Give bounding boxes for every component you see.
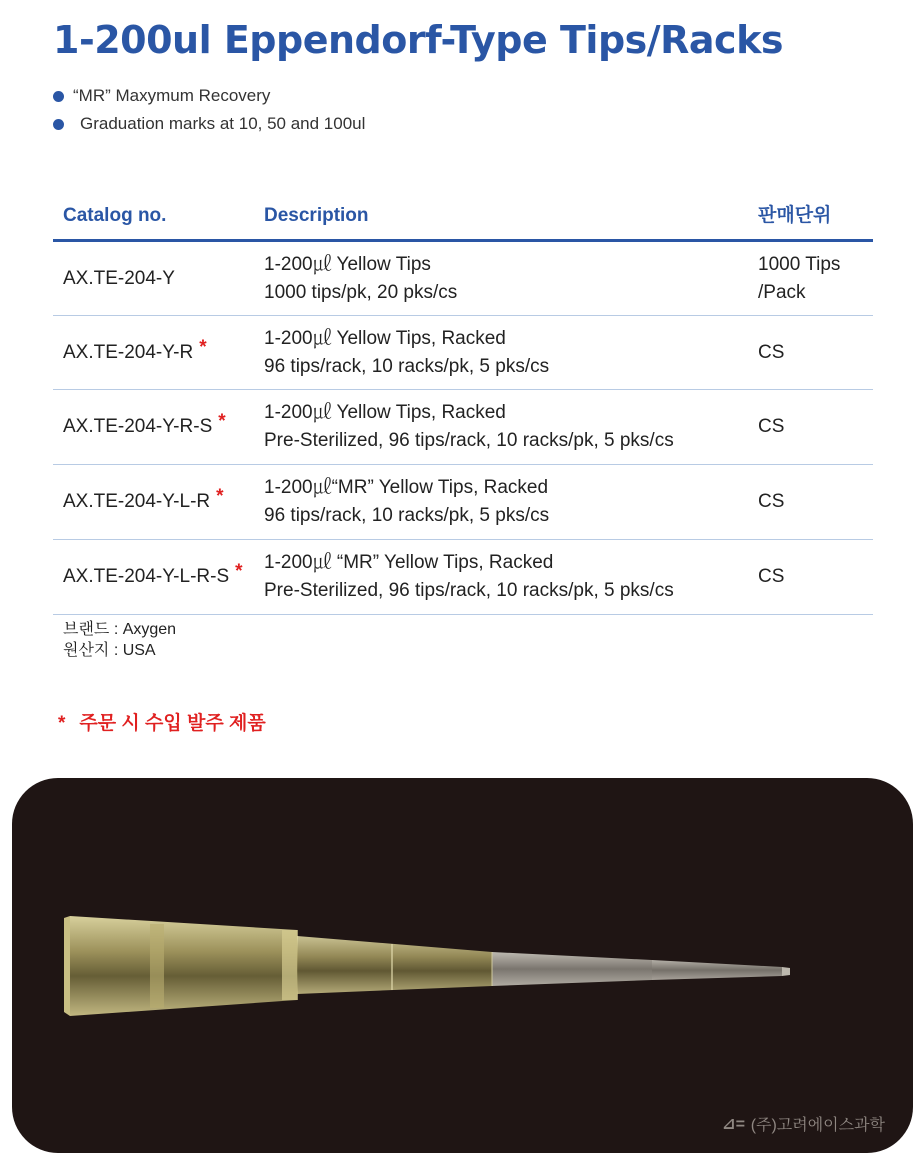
feature-text: Graduation marks at 10, 50 and 100ul: [80, 114, 366, 133]
header-unit: 판매단위: [758, 204, 832, 226]
description-line: 1-200㎕“MR” Yellow Tips, Racked: [264, 477, 549, 498]
unit-line: /Pack: [758, 281, 806, 303]
catalog-cell: [53, 268, 264, 290]
unit-line: CS: [758, 341, 785, 363]
import-order-star: *: [218, 411, 226, 432]
header-description: Description: [264, 204, 369, 226]
description-line: Pre-Sterilized, 96 tips/rack, 10 racks/pk, 5 pks/cs: [264, 430, 674, 451]
catalog-number: AX.TE-204-Y-L-R: [63, 491, 211, 512]
import-order-star: *: [199, 336, 207, 358]
catalog-number: AX.TE-204-Y-R: [63, 341, 194, 363]
description-line: 1-200㎕ “MR” Yellow Tips, Racked: [264, 552, 554, 573]
unit-cell: [758, 339, 873, 367]
description-cell: [264, 251, 758, 307]
table-row: [53, 316, 873, 390]
page-title: 1-200ul Eppendorf-Type Tips/Racks: [53, 18, 783, 62]
description-line: 96 tips/rack, 10 racks/pk, 5 pks/cs: [264, 505, 550, 526]
product-photo: [12, 778, 913, 1153]
description-cell: [264, 474, 758, 530]
origin-text: 원산지 : USA: [63, 642, 156, 659]
company-logo-icon: ⊿=: [721, 1115, 745, 1133]
unit-line: 1000 Tips: [758, 253, 841, 275]
company-watermark: [722, 1112, 885, 1135]
import-order-star: *: [216, 486, 224, 507]
import-order-star: *: [235, 561, 243, 582]
description-line: 1-200㎕ Yellow Tips, Racked: [264, 327, 506, 349]
description-line: 1-200㎕ Yellow Tips: [264, 253, 431, 275]
import-order-notice: [58, 708, 266, 735]
table-header: [53, 192, 873, 242]
catalog-number: AX.TE-204-Y-L-R-S: [63, 566, 230, 587]
header-catalog: Catalog no.: [63, 204, 167, 226]
unit-line: CS: [758, 566, 785, 587]
pipette-tip-image: [12, 778, 913, 1153]
table-row: [53, 390, 873, 465]
unit-cell: [758, 488, 873, 516]
catalog-cell: [53, 336, 264, 364]
brand-text: 브랜드 : Axygen: [63, 621, 177, 638]
table-row: [53, 540, 873, 615]
description-line: 1-200㎕ Yellow Tips, Racked: [264, 402, 506, 423]
unit-line: CS: [758, 491, 785, 512]
description-line: Pre-Sterilized, 96 tips/rack, 10 racks/pk, 5 pks/cs: [264, 580, 674, 601]
unit-cell: [758, 563, 873, 591]
company-name: (주)고려에이스과학: [750, 1117, 885, 1134]
catalog-cell: [53, 486, 264, 513]
description-line: 1000 tips/pk, 20 pks/cs: [264, 281, 458, 303]
catalog-number: AX.TE-204-Y-R-S: [63, 416, 213, 437]
bullet-dot-icon: [53, 91, 64, 102]
notice-text: 주문 시 수입 발주 제품: [79, 713, 266, 734]
catalog-cell: [53, 561, 264, 588]
description-cell: [264, 325, 758, 381]
catalog-number: AX.TE-204-Y: [63, 267, 175, 289]
feature-item: [53, 82, 365, 110]
table-row: [53, 465, 873, 540]
unit-cell: [758, 251, 873, 307]
product-meta: [63, 619, 176, 661]
feature-item: [53, 110, 365, 138]
bullet-dot-icon: [53, 119, 64, 130]
description-cell: [264, 549, 758, 605]
feature-list: [53, 82, 365, 138]
unit-cell: [758, 413, 873, 441]
feature-text: “MR” Maxymum Recovery: [73, 86, 271, 105]
description-line: 96 tips/rack, 10 racks/pk, 5 pks/cs: [264, 355, 550, 377]
product-table: [53, 192, 873, 615]
unit-line: CS: [758, 416, 785, 437]
catalog-cell: [53, 411, 264, 438]
description-cell: [264, 399, 758, 455]
notice-star: *: [58, 713, 66, 734]
table-row: [53, 242, 873, 316]
